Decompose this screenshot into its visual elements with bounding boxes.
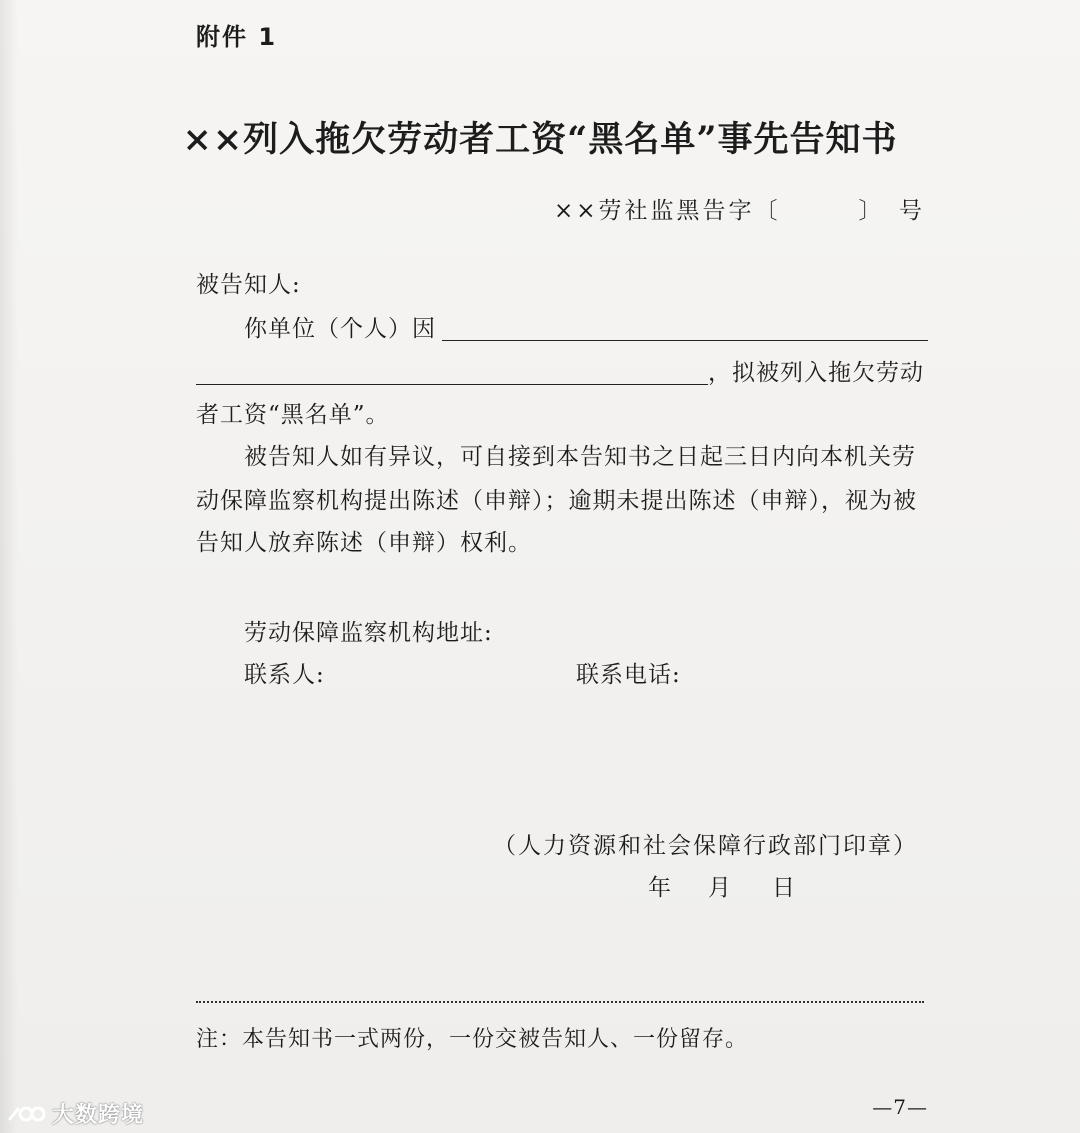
reason-blank-line-2 [196,384,708,385]
reason-prefix: 你单位（个人）因 [244,316,436,342]
dotted-separator [196,1001,924,1003]
attachment-label: 附件 1 [196,23,278,51]
recipient-label: 被告知人: [196,272,301,298]
page-edge-shadow [0,0,18,1133]
watermark-logo-icon [6,1103,46,1125]
watermark-text: 大数跨境 [52,1103,145,1128]
document-number: ××劳社监黑告字〔 〕 号 [553,198,925,224]
contact-person-label: 联系人: [244,662,325,688]
reason-blank-line-1 [442,340,928,341]
agency-address-label: 劳动保障监察机构地址: [244,620,493,646]
objection-line-2: 动保障监察机构提出陈述（申辩）；逾期未提出陈述（申辩），视为被 [196,488,917,514]
document-title: ××列入拖欠劳动者工资“黑名单”事先告知书 [182,119,898,160]
contact-phone-label: 联系电话: [576,662,681,688]
date-year: 年 [648,875,672,901]
reason-end: 者工资“黑名单”。 [196,402,390,428]
objection-line-3: 告知人放弃陈述（申辩）权利。 [196,530,532,556]
page-number: —7— [872,1095,928,1119]
date-month: 月 [708,875,732,901]
watermark [6,1098,144,1129]
official-seal-caption: （人力资源和社会保障行政部门印章） [493,833,918,859]
date-day: 日 [772,875,796,901]
footnote: 注：本告知书一式两份，一份交被告知人、一份留存。 [196,1027,749,1052]
objection-line-1: 被告知人如有异议，可自接到本告知书之日起三日内向本机关劳 [244,444,916,470]
reason-suffix: ，拟被列入拖欠劳动 [708,360,924,386]
